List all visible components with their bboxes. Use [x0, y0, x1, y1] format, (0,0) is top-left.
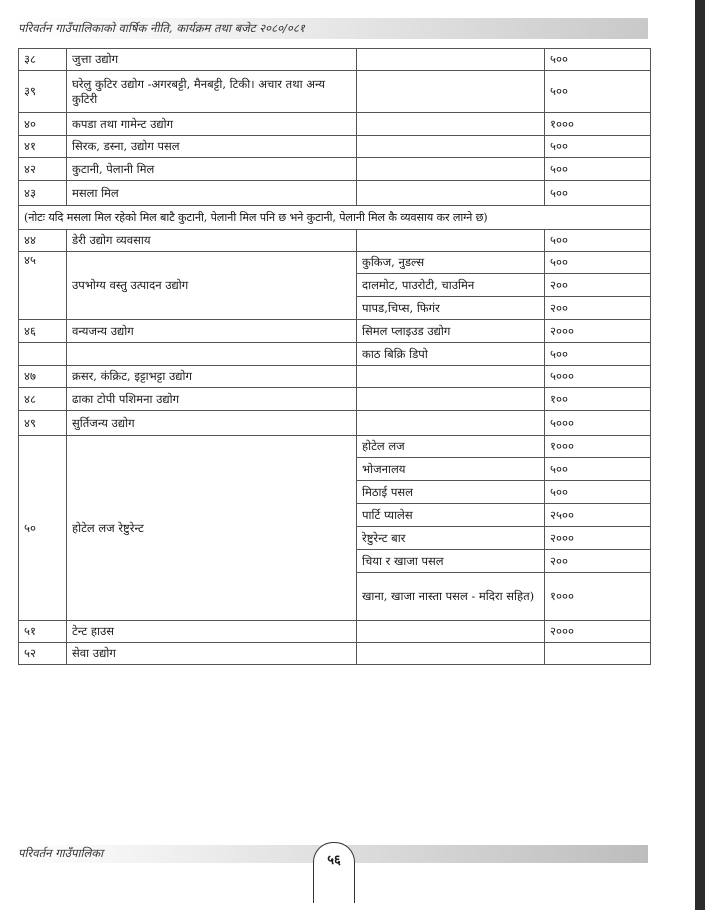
sub-category [357, 388, 545, 411]
table-row [19, 343, 651, 366]
table-row [19, 71, 651, 113]
industry-name: क्रसर, कंक्रिट, इट्टाभट्टा उद्योग [67, 366, 357, 388]
amount: २००० [545, 621, 651, 643]
table-row [19, 411, 651, 436]
table-row [19, 366, 651, 388]
industry-name: कुटानी, पेलानी मिल [67, 158, 357, 181]
row-number: ४६ [19, 320, 67, 343]
amount: ५०० [545, 252, 651, 274]
sub-category [357, 71, 545, 113]
row-number: ४० [19, 113, 67, 136]
sub-category [357, 230, 545, 252]
amount: २०० [545, 274, 651, 297]
row-number: ४९ [19, 411, 67, 436]
amount: २००० [545, 527, 651, 550]
sub-category: भोजनालय [357, 458, 545, 481]
sub-category: दालमोट, पाउरोटी, चाउमिन [357, 274, 545, 297]
row-number: ४२ [19, 158, 67, 181]
sub-category: पापड,चिप्स, फिगंर [357, 297, 545, 320]
amount: ५०० [545, 343, 651, 366]
table-row [19, 621, 651, 643]
page-header-title: परिवर्तन गाउँपालिकाको वार्षिक नीति, कार्यक्रम तथा बजेट २०८०/०८१ [18, 21, 305, 35]
amount: ५०० [545, 71, 651, 113]
table-row [19, 388, 651, 411]
sub-category: खाना, खाजा नास्ता पसल - मदिरा सहित) [357, 573, 545, 621]
sub-category: सिमल प्लाइउड उद्योग [357, 320, 545, 343]
sub-category [357, 181, 545, 206]
amount: १००० [545, 113, 651, 136]
industry-name: सुर्तिजन्य उद्योग [67, 411, 357, 436]
row-number: ३८ [19, 49, 67, 71]
amount: ५०० [545, 158, 651, 181]
sub-category [357, 411, 545, 436]
note-text: (नोटः यदि मसला मिल रहेको मिल बाटै कुटानी, पेलानी मिल पनि छ भने कुटानी, पेलानी मिल कै व्यवसाय कर लाग्ने छ) [19, 206, 651, 230]
row-number: ४५ [19, 252, 67, 320]
row-number: ४१ [19, 136, 67, 158]
amount: २०० [545, 550, 651, 573]
sub-category: चिया र खाजा पसल [357, 550, 545, 573]
page-number: ५६ [313, 842, 355, 903]
sub-category [357, 113, 545, 136]
table-row [19, 49, 651, 71]
amount: ५०० [545, 49, 651, 71]
page-edge [695, 0, 705, 910]
amount: ५००० [545, 366, 651, 388]
sub-category: कुकिज, नुडल्स [357, 252, 545, 274]
amount: ५०० [545, 136, 651, 158]
amount: ५०० [545, 481, 651, 504]
tax-rate-table [18, 48, 651, 665]
industry-name: वन्यजन्य उद्योग [67, 320, 357, 343]
industry-name [67, 343, 357, 366]
sub-category [357, 158, 545, 181]
sub-category: पार्टि प्यालेस [357, 504, 545, 527]
row-number: ३९ [19, 71, 67, 113]
row-number: ५० [19, 436, 67, 621]
row-number: ५२ [19, 643, 67, 665]
amount: ५०० [545, 458, 651, 481]
industry-name: ढाका टोपी पशिमना उद्योग [67, 388, 357, 411]
table-row [19, 436, 651, 458]
table-row [19, 181, 651, 206]
table-row [19, 320, 651, 343]
industry-name: घरेलु कुटिर उद्योग -अगरबट्टी, मैनबट्टी, टिकी। अचार तथा अन्य कुटिरी [67, 71, 357, 113]
row-number: ५१ [19, 621, 67, 643]
sub-category [357, 621, 545, 643]
amount: १००० [545, 436, 651, 458]
sub-category: मिठाई पसल [357, 481, 545, 504]
amount: ५०० [545, 181, 651, 206]
industry-name: कपडा तथा गामेन्ट उद्योग [67, 113, 357, 136]
amount: ५००० [545, 411, 651, 436]
amount: २०० [545, 297, 651, 320]
industry-name: उपभोग्य वस्तु उत्पादन उद्योग [67, 252, 357, 320]
sub-category: काठ बिक्रि डिपो [357, 343, 545, 366]
footer-title: परिवर्तन गाउँपालिका [18, 846, 104, 860]
table-row [19, 252, 651, 274]
amount: १००० [545, 573, 651, 621]
table-row [19, 158, 651, 181]
amount: २००० [545, 320, 651, 343]
amount [545, 643, 651, 665]
industry-name: टेन्ट हाउस [67, 621, 357, 643]
industry-name: डेरी उद्योग व्यवसाय [67, 230, 357, 252]
row-number: ४८ [19, 388, 67, 411]
row-number [19, 343, 67, 366]
note-row [19, 206, 651, 230]
table-row [19, 136, 651, 158]
sub-category [357, 49, 545, 71]
row-number: ४३ [19, 181, 67, 206]
industry-name: सेवा उद्योग [67, 643, 357, 665]
industry-name: जुत्ता उद्योग [67, 49, 357, 71]
sub-category [357, 643, 545, 665]
amount: १०० [545, 388, 651, 411]
table-row [19, 643, 651, 665]
industry-name: होटेल लज रेष्टुरेन्ट [67, 436, 357, 621]
row-number: ४४ [19, 230, 67, 252]
industry-name: मसला मिल [67, 181, 357, 206]
table-row [19, 230, 651, 252]
sub-category: होटेल लज [357, 436, 545, 458]
industry-name: सिरक, डस्ना, उद्योग पसल [67, 136, 357, 158]
table-row [19, 113, 651, 136]
sub-category [357, 136, 545, 158]
row-number: ४७ [19, 366, 67, 388]
amount: २५०० [545, 504, 651, 527]
amount: ५०० [545, 230, 651, 252]
sub-category: रेष्टुरेन्ट बार [357, 527, 545, 550]
sub-category [357, 366, 545, 388]
